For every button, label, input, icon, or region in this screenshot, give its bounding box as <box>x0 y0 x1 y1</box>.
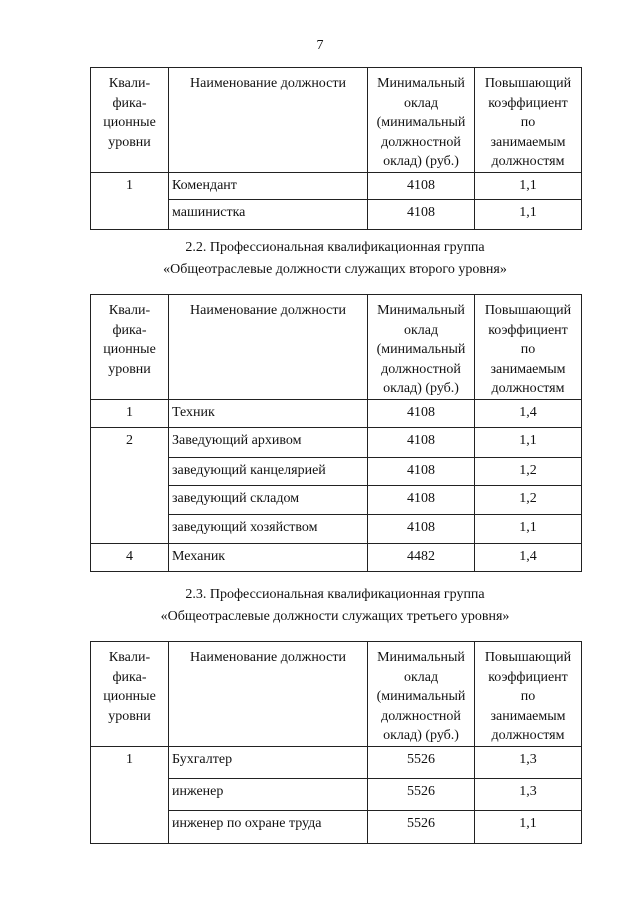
position-name: Механик <box>169 543 368 571</box>
min-salary: 4108 <box>368 514 475 543</box>
min-salary: 4482 <box>368 543 475 571</box>
coefficient: 1,1 <box>475 427 582 457</box>
header-level: Квали- фика- ционные уровни <box>91 642 169 747</box>
min-salary: 4108 <box>368 427 475 457</box>
header-level: Квали- фика- ционные уровни <box>91 68 169 173</box>
coefficient: 1,2 <box>475 457 582 485</box>
coefficient: 1,1 <box>475 199 582 229</box>
header-coefficient: Повышающий коэффициент по занимаемым должностям <box>475 642 582 747</box>
header-level: Квали- фика- ционные уровни <box>91 295 169 400</box>
header-row <box>91 642 582 747</box>
table-row <box>91 543 582 571</box>
min-salary: 4108 <box>368 457 475 485</box>
header-min-salary: Минимальный оклад (минимальный должностной оклад) (руб.) <box>368 295 475 400</box>
coefficient: 1,1 <box>475 810 582 843</box>
qualification-level: 1 <box>91 746 169 843</box>
section-title-line: 2.2. Профессиональная квалификационная группа <box>185 240 485 255</box>
position-name: инженер по охране труда <box>169 810 368 843</box>
page-number: 7 <box>316 38 324 53</box>
position-name: Комендант <box>169 172 368 199</box>
position-name: заведующий хозяйством <box>169 514 368 543</box>
section-title <box>90 237 580 281</box>
header-row <box>91 68 582 173</box>
header-min-salary: Минимальный оклад (минимальный должностной оклад) (руб.) <box>368 68 475 173</box>
coefficient: 1,3 <box>475 746 582 778</box>
min-salary: 4108 <box>368 199 475 229</box>
position-name: машинистка <box>169 199 368 229</box>
table-row <box>91 427 582 457</box>
qualification-level: 1 <box>91 172 169 229</box>
header-position-name: Наименование должности <box>169 68 368 173</box>
salary-table <box>90 294 582 572</box>
position-name: заведующий складом <box>169 485 368 514</box>
qualification-level: 4 <box>91 543 169 571</box>
table-row <box>91 746 582 778</box>
min-salary: 4108 <box>368 485 475 514</box>
min-salary: 4108 <box>368 172 475 199</box>
section-title-line: 2.3. Профессиональная квалификационная группа <box>185 587 485 602</box>
qualification-level: 1 <box>91 399 169 427</box>
salary-table <box>90 641 582 844</box>
min-salary: 4108 <box>368 399 475 427</box>
header-coefficient: Повышающий коэффициент по занимаемым должностям <box>475 68 582 173</box>
table-row <box>91 172 582 199</box>
header-position-name: Наименование должности <box>169 295 368 400</box>
min-salary: 5526 <box>368 746 475 778</box>
coefficient: 1,3 <box>475 778 582 810</box>
section-title-line: «Общеотраслевые должности служащих второго уровня» <box>163 262 507 277</box>
header-position-name: Наименование должности <box>169 642 368 747</box>
section-title <box>90 584 580 628</box>
section-title-line: «Общеотраслевые должности служащих третьего уровня» <box>160 609 510 624</box>
qualification-level: 2 <box>91 427 169 543</box>
coefficient: 1,4 <box>475 543 582 571</box>
min-salary: 5526 <box>368 778 475 810</box>
position-name: Бухгалтер <box>169 746 368 778</box>
position-name: инженер <box>169 778 368 810</box>
coefficient: 1,1 <box>475 172 582 199</box>
min-salary: 5526 <box>368 810 475 843</box>
header-row <box>91 295 582 400</box>
salary-table <box>90 67 582 230</box>
table-row <box>91 399 582 427</box>
header-coefficient: Повышающий коэффициент по занимаемым должностям <box>475 295 582 400</box>
position-name: заведующий канцелярией <box>169 457 368 485</box>
coefficient: 1,2 <box>475 485 582 514</box>
position-name: Техник <box>169 399 368 427</box>
position-name: Заведующий архивом <box>169 427 368 457</box>
header-min-salary: Минимальный оклад (минимальный должностной оклад) (руб.) <box>368 642 475 747</box>
coefficient: 1,1 <box>475 514 582 543</box>
coefficient: 1,4 <box>475 399 582 427</box>
